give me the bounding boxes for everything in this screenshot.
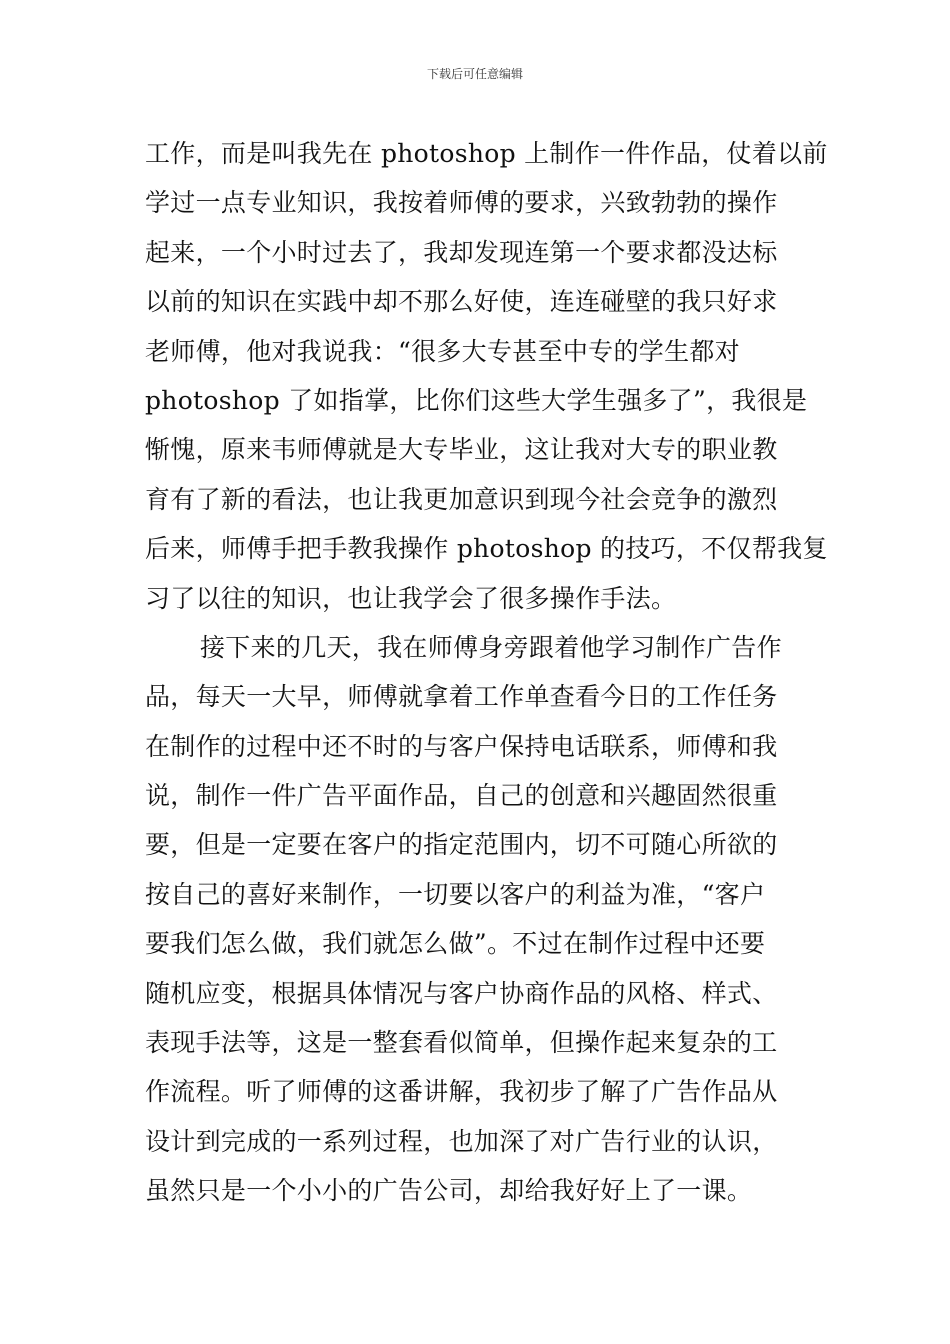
text-line: 习了以往的知识，也让我学会了很多操作手法。 <box>145 583 677 613</box>
text-line: 设计到完成的一系列过程，也加深了对广告行业的认识， <box>145 1126 778 1156</box>
text-line: 惭愧，原来韦师傅就是大专毕业，这让我对大专的职业教 <box>145 435 778 465</box>
text-line: 工作，而是叫我先在 photoshop 上制作一件作品，仗着以前 <box>145 139 828 168</box>
text-line: 表现手法等，这是一整套看似简单，但操作起来复杂的工 <box>145 1028 778 1058</box>
text-line: 作流程。听了师傅的这番讲解，我初步了解了广告作品从 <box>145 1077 778 1107</box>
text-line: photoshop 了如指掌，比你们这些大学生强多了”，我很是 <box>145 385 808 415</box>
text-line: 品，每天一大早，师傅就拿着工作单查看今日的工作任务 <box>145 682 778 712</box>
text-line: 随机应变，根据具体情况与客户协商作品的风格、样式、 <box>145 978 778 1008</box>
text-line: 在制作的过程中还不时的与客户保持电话联系，师傅和我 <box>145 731 778 761</box>
text-line: 说，制作一件广告平面作品，自己的创意和兴趣固然很重 <box>145 781 778 811</box>
body-text <box>145 129 828 1216</box>
text-line: 学过一点专业知识，我按着师傅的要求，兴致勃勃的操作 <box>145 188 778 218</box>
text-line: 按自己的喜好来制作，一切要以客户的利益为准，“客户 <box>145 879 766 909</box>
text-line: 育有了新的看法，也让我更加意识到现今社会竞争的激烈 <box>145 484 778 514</box>
page-header: 下载后可任意编辑 <box>426 67 523 81</box>
text-line: 后来，师傅手把手教我操作 photoshop 的技巧，不仅帮我复 <box>145 534 828 564</box>
text-line: 虽然只是一个小小的广告公司，却给我好好上了一课。 <box>145 1176 753 1206</box>
text-line: 要我们怎么做，我们就怎么做”。不过在制作过程中还要 <box>145 929 766 959</box>
text-line: 起来，一个小时过去了，我却发现连第一个要求都没达标 <box>145 237 778 267</box>
paragraph-first-line: 接下来的几天，我在师傅身旁跟着他学习制作广告作 <box>200 632 782 662</box>
text-line: 老师傅，他对我说我：“很多大专甚至中专的学生都对 <box>145 336 740 366</box>
text-line: 要，但是一定要在客户的指定范围内，切不可随心所欲的 <box>145 830 778 860</box>
text-line: 以前的知识在实践中却不那么好使，连连碰壁的我只好求 <box>145 287 778 317</box>
